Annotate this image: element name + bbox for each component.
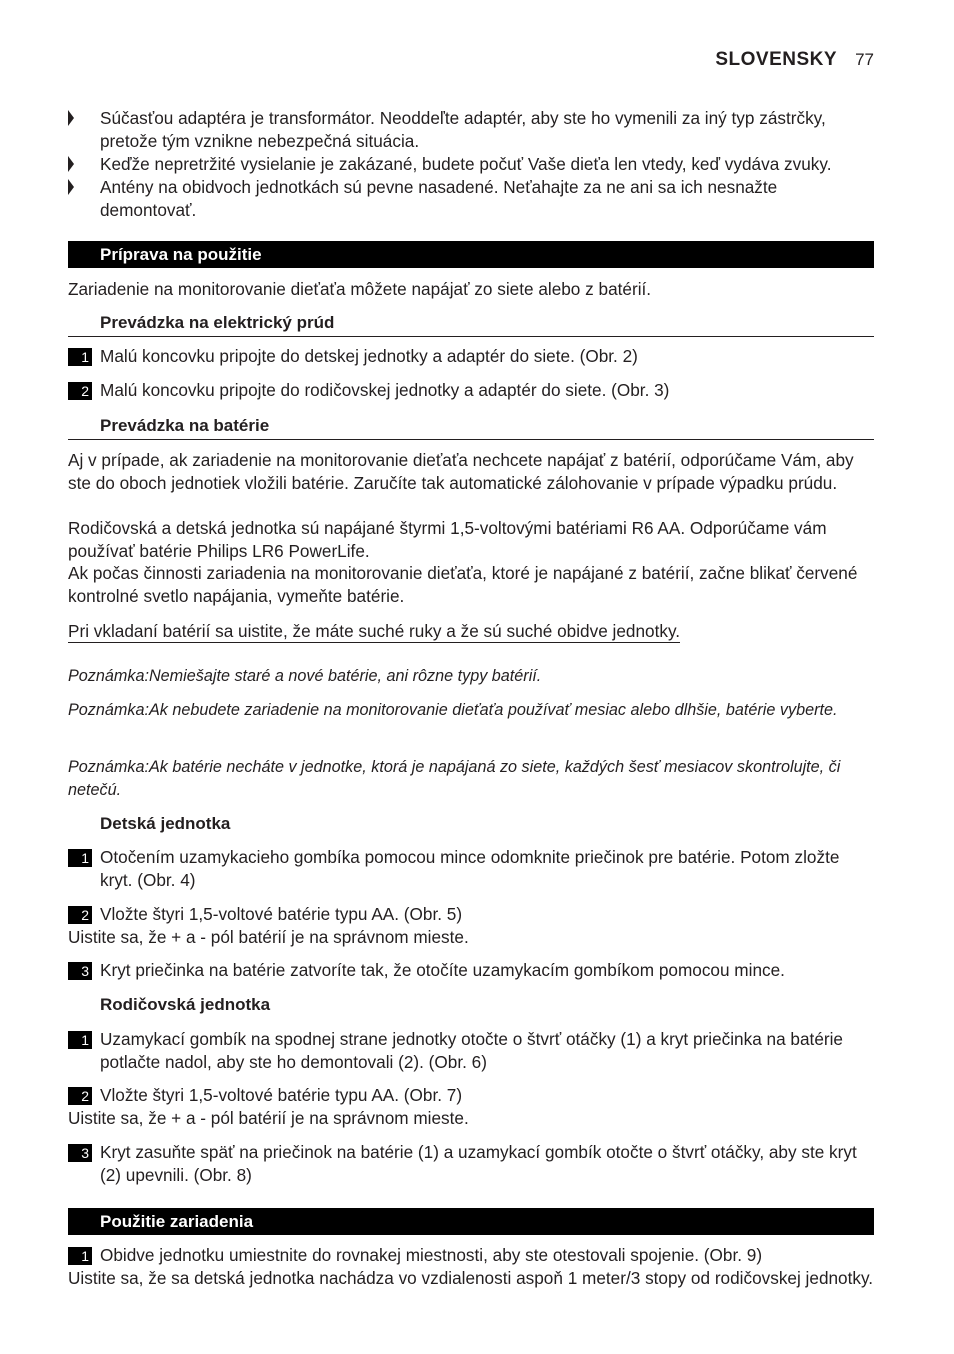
step-text: Vložte štyri 1,5-voltové batérie typu AA. (Obr. 5) (100, 904, 463, 924)
page-number: 77 (855, 50, 874, 69)
step-item (68, 1084, 874, 1107)
step-item (68, 1028, 874, 1074)
step-text: Vložte štyri 1,5-voltové batérie typu AA. (Obr. 7) (100, 1085, 463, 1105)
step-item (68, 846, 874, 892)
battery-paragraph: Ak počas činnosti zariadenia na monitorovanie dieťaťa, ktoré je napájané z batérií, začne blikať červené kontrolné svetlo napájania, vymeňte batérie. (68, 563, 858, 606)
warning-text: Antény na obidvoch jednotkách sú pevne nasadené. Neťahajte za ne ani sa ich nesnažte demontovať. (100, 177, 778, 220)
subsection-title: Prevádzka na elektrický prúd (100, 313, 335, 332)
polarity-text: Uistite sa, že + a - pól batérií je na správnom mieste. (68, 1108, 469, 1128)
step-text: Kryt zasuňte späť na priečinok na batérie (1) a uzamykací gombík otočte o štvrť otáčky, aby ste kryt (2) upevnili. (Obr. 8) (100, 1142, 857, 1185)
section-title: Použitie zariadenia (100, 1212, 254, 1231)
step-text: Uzamykací gombík na spodnej strane jednotky otočte o štvrť otáčky (1) a kryt priečinka na batérie potlačte nadol, aby ste ho demontovali (2). (Obr. 6) (100, 1029, 843, 1072)
distance-text: Uistite sa, že sa detská jednotka nachádza vo vzdialenosti aspoň 1 meter/3 stopy od rodičovskej jednotky. (68, 1268, 874, 1288)
caution-underlined: Pri vkladaní batérií sa uistite, že máte suché ruky a že sú suché obidve jednotky. (68, 621, 681, 641)
step-number: 1 (68, 1031, 92, 1049)
note-text: Poznámka:Nemiešajte staré a nové batérie, ani rôzne typy batérií. (68, 667, 542, 685)
battery-paragraph: Aj v prípade, ak zariadenie na monitorovanie dieťaťa nechcete napájať z batérií, odporúčame Vám, aby ste do oboch jednotiek vložili batérie. Zaručíte tak automatické zálohovanie v prípade výpadku prúdu. (68, 450, 854, 493)
note-text: Poznámka:Ak batérie necháte v jednotke, ktorá je napájaná zo siete, každých šesť mesiacov skontrolujte, či netečú. (68, 758, 841, 799)
step-item (68, 379, 874, 402)
step-text: Malú koncovku pripojte do detskej jednotky a adaptér do siete. (Obr. 2) (100, 346, 638, 366)
warning-bullet-icon (68, 107, 100, 132)
step-item (68, 1244, 874, 1267)
warning-item (68, 107, 874, 153)
step-number: 2 (68, 382, 92, 400)
warning-item (68, 176, 874, 222)
step-item (68, 959, 874, 982)
step-number: 3 (68, 962, 92, 980)
subsection-title: Detská jednotka (100, 814, 231, 833)
subsection-title: Prevádzka na batérie (100, 416, 270, 435)
polarity-text: Uistite sa, že + a - pól batérií je na správnom mieste. (68, 927, 469, 947)
step-text: Obidve jednotku umiestnite do rovnakej miestnosti, aby ste otestovali spojenie. (Obr. 9) (100, 1245, 763, 1265)
caution-text (68, 620, 680, 643)
warning-text: Súčasťou adaptéra je transformátor. Neoddeľte adaptér, aby ste ho vymenili za iný typ zástrčky, pretože tým vznikne nebezpečná situácia. (100, 108, 826, 151)
subsection-heading (68, 415, 874, 440)
section-title-bar (68, 241, 874, 268)
subsection-title: Rodičovská jednotka (100, 995, 271, 1014)
section-title-bar (68, 1208, 874, 1235)
step-number: 2 (68, 906, 92, 924)
battery-paragraph: Rodičovská a detská jednotka sú napájané štyrmi 1,5-voltovými batériami R6 AA. Odporúčame vám používať batérie Philips LR6 PowerLife. (68, 518, 827, 561)
subsection-heading (68, 312, 874, 337)
page-header (715, 48, 874, 71)
warning-item (68, 153, 874, 176)
step-number: 2 (68, 1087, 92, 1105)
step-number: 1 (68, 348, 92, 366)
warning-bullet-icon (68, 176, 100, 201)
warning-bullet-icon (68, 153, 100, 178)
step-text: Malú koncovku pripojte do rodičovskej jednotky a adaptér do siete. (Obr. 3) (100, 380, 670, 400)
language-label: SLOVENSKY (715, 49, 838, 70)
step-item (68, 903, 874, 926)
step-text: Otočením uzamykacieho gombíka pomocou mince odomknite priečinok pre batérie. Potom zložte kryt. (Obr. 4) (100, 847, 840, 890)
step-number: 1 (68, 849, 92, 867)
section-title: Príprava na použitie (100, 245, 262, 264)
warning-text: Keďže nepretržité vysielanie je zakázané, budete počuť Vaše dieťa len vtedy, keď vydáva zvuky. (100, 154, 832, 174)
intro-text: Zariadenie na monitorovanie dieťaťa môžete napájať zo siete alebo z batérií. (68, 279, 652, 299)
step-item (68, 1141, 874, 1187)
step-text: Kryt priečinka na batérie zatvoríte tak, že otočíte uzamykacím gombíkom pomocou mince. (100, 960, 785, 980)
note-text: Poznámka:Ak nebudete zariadenie na monitorovanie dieťaťa používať mesiac alebo dlhšie, batérie vyberte. (68, 701, 838, 719)
step-item (68, 345, 874, 368)
step-number: 3 (68, 1144, 92, 1162)
step-number: 1 (68, 1247, 92, 1265)
